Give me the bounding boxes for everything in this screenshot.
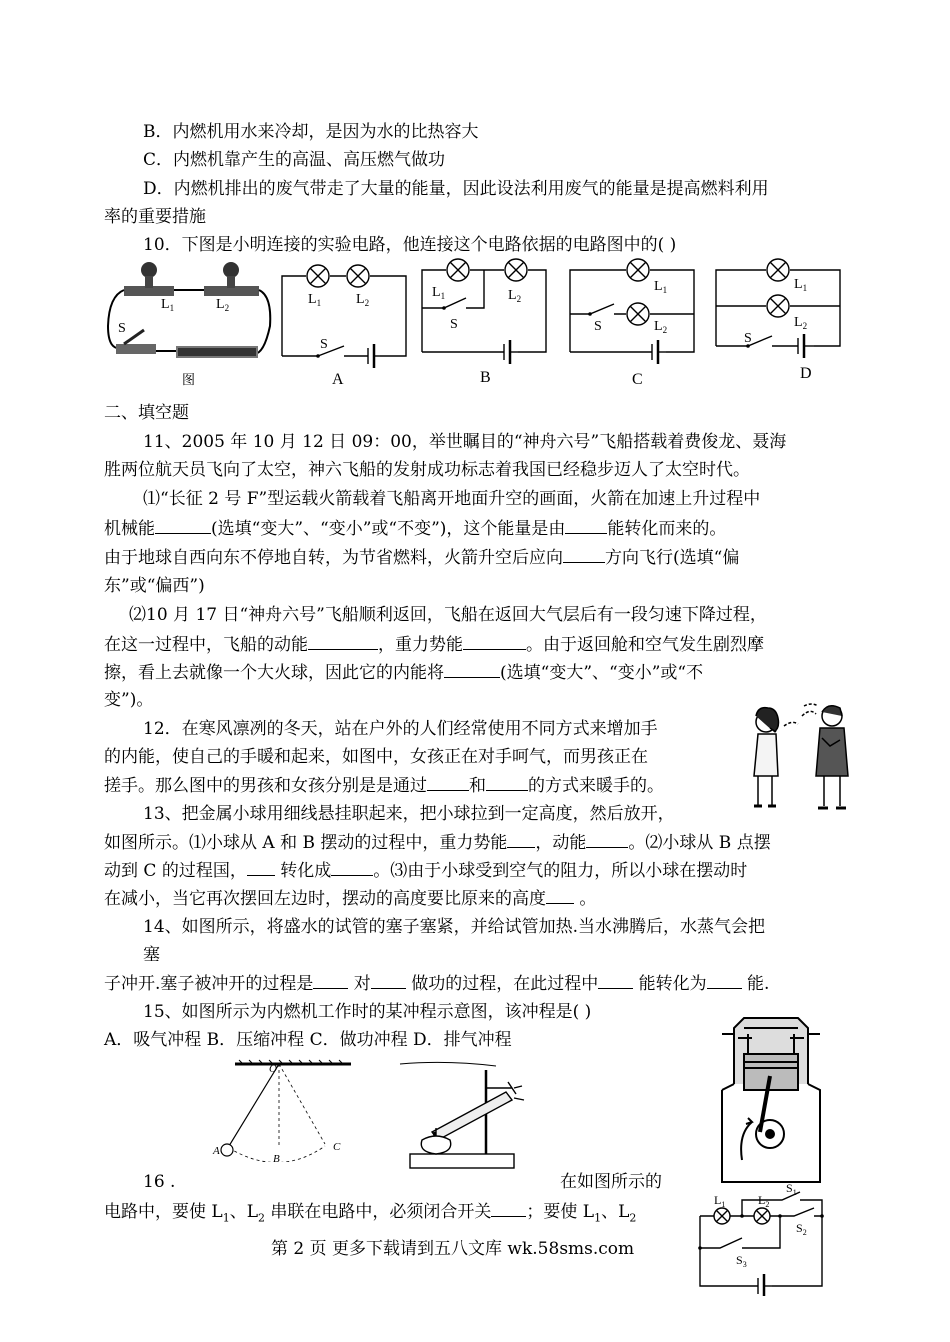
svg-text:S: S <box>450 317 458 332</box>
q12-line3: 搓手。那么图中的男孩和女孩分别是是通过 和 的方式来暖手的。 <box>104 776 664 796</box>
boy-girl-warming-hands-figure <box>744 698 868 818</box>
q11-part2-line3: 擦，看上去就像一个大火球，因此它的内能将 (选填“变大”、“变小”或“不 <box>104 663 704 683</box>
blank <box>313 972 348 989</box>
svg-text:L1: $L_1$ <box>308 292 322 308</box>
blank <box>565 517 607 534</box>
blank <box>598 972 633 989</box>
q14-line3: 子冲开.塞子被冲开的过程是 对 做功的过程，在此过程中 能转化为 能. <box>104 974 770 994</box>
photo-caption: 图 <box>182 372 196 386</box>
q11-line1: 11、2005 年 10 月 12 日 09：00，举世瞩目的“神舟六号”飞船搭载着费俊龙、聂海 <box>143 432 787 452</box>
q15-options: A．吸气冲程 B．压缩冲程 C．做功冲程 D．排气冲程 <box>104 1030 512 1050</box>
photo-label-l2: $L_2$ <box>216 297 230 313</box>
svg-text:B: B <box>273 1153 280 1162</box>
q11-part2-line4: 变”)。 <box>104 690 154 710</box>
switch-photo <box>116 344 156 354</box>
q9-option-b: B．内燃机用水来冷却，是因为水的比热容大 <box>143 122 479 142</box>
svg-text:S: S <box>594 319 602 334</box>
q13-line2: 如图所示。⑴小球从 A 和 B 摆动的过程中，重力势能 ，动能 。⑵小球从 B 点摆 <box>104 833 771 853</box>
blank <box>427 774 469 791</box>
pendulum-figure <box>205 1058 355 1162</box>
circuit-diagram-d <box>712 254 847 389</box>
footer: 第 2 页 更多下载请到五八文库 wk.58sms.com <box>271 1239 635 1259</box>
q11-line2: 胜两位航天员飞向了太空，神六飞船的发射成功标志着我国已经稳步迈人了太空时代。 <box>104 460 750 480</box>
q16-line2: 电路中，要使 $L_1$、$L_2$ 串联在电路中，必须闭合开关 ；要使 $L_1$、$L_2$ <box>104 1202 637 1225</box>
q11-part2-line1: ⑵10 月 17 日“神舟六号”飞船顺利返回，飞船在返回大气层后有一段匀速下降过程， <box>129 605 767 625</box>
svg-text:L2: $L_2$ <box>758 1193 770 1209</box>
q12-line1: 12．在寒风凛冽的冬天，站在户外的人们经常使用不同方式来增加手 <box>143 719 658 739</box>
blank <box>463 633 526 650</box>
real-circuit-photo <box>104 256 274 386</box>
q9-option-d-line2: 率的重要措施 <box>104 207 206 227</box>
label-b: B <box>480 369 491 386</box>
q13-line3: 动到 C 的过程国， 转化成 。⑶由于小球受到空气的阻力，所以小球在摆动时 <box>104 861 748 881</box>
blank <box>563 546 605 563</box>
blank <box>491 1200 526 1217</box>
q9-option-c: C．内燃机靠产生的高温、高压燃气做功 <box>143 150 446 170</box>
svg-text:L2: $L_2$ <box>794 315 808 331</box>
pendulum-ball <box>221 1144 233 1156</box>
engine-stroke-diagram <box>708 1014 834 1186</box>
svg-text:O: O <box>269 1063 277 1075</box>
svg-text:S: S <box>744 331 752 346</box>
q12-line2: 的内能，使自己的手暖和起来，如图中，女孩正在对手呵气，而男孩正在 <box>104 747 648 767</box>
blank <box>546 887 574 904</box>
svg-text:A: A <box>213 1145 220 1157</box>
blank <box>707 972 742 989</box>
svg-text:S: S <box>320 337 328 352</box>
svg-text:L2: $L_2$ <box>508 288 522 304</box>
svg-text:S1: $S_1$ <box>786 1181 797 1197</box>
photo-label-s: S <box>118 321 126 336</box>
blank <box>586 831 628 848</box>
blank <box>507 831 535 848</box>
blank <box>247 859 275 876</box>
pendulum-string <box>229 1064 279 1146</box>
bulb-1 <box>141 262 157 278</box>
label-a: A <box>332 371 344 388</box>
svg-text:L1: $L_1$ <box>794 277 808 293</box>
circuit-diagram-c <box>566 256 701 391</box>
svg-text:C: C <box>333 1141 341 1153</box>
blank <box>308 633 378 650</box>
svg-text:L2: $L_2$ <box>654 319 668 335</box>
q11-part1-line2: 机械能 (选填“变大”、“变小”或“不变”)，这个能量是由 能转化而来的。 <box>104 519 727 539</box>
circuit-diagram-a <box>278 258 413 393</box>
svg-text:L1: $L_1$ <box>432 285 446 301</box>
photo-label-l1: $L_1$ <box>161 297 175 313</box>
bulb-2 <box>223 262 239 278</box>
svg-text:S3: $S_3$ <box>736 1253 747 1269</box>
test-tube-heating-figure <box>396 1058 530 1176</box>
q14-line1: 14、如图所示，将盛水的试管的塞子塞紧，并给试管加热.当水沸腾后，水蒸气会把 <box>143 917 766 937</box>
svg-text:S2: $S_2$ <box>796 1221 807 1237</box>
q10-text: 10．下图是小明连接的实验电路，他连接这个电路依据的电路图中的( ) <box>143 235 677 255</box>
section-title: 二、填空题 <box>104 403 189 423</box>
q11-part2-line2: 在这一过程中，飞船的动能 ，重力势能 。由于返回舱和空气发生剧烈摩 <box>104 635 764 655</box>
circuit-diagram-b <box>418 256 553 391</box>
q13-line1: 13、把金属小球用细线悬挂职起来，把小球拉到一定高度，然后放开， <box>143 804 675 824</box>
q13-line4: 在减小，当它再次摆回左边时，摆动的高度要比原来的高度 。 <box>104 889 597 909</box>
q9-option-d-line1: D．内燃机排出的废气带走了大量的能量，因此设法利用废气的能量是提高燃料利用 <box>143 179 769 199</box>
blank <box>486 774 528 791</box>
blank <box>155 517 211 534</box>
svg-text:L1: $L_1$ <box>654 279 668 295</box>
blank <box>444 661 500 678</box>
q11-part1-line3: 由于地球自西向东不停地自转，为节省燃料，火箭升空后应向 方向飞行(选填“偏 <box>104 548 740 568</box>
q16-number: 16 . <box>143 1172 176 1192</box>
blank <box>371 972 406 989</box>
q15-text: 15、如图所示为内燃机工作时的某冲程示意图，该冲程是( ) <box>143 1002 592 1022</box>
circuit-q16 <box>688 1180 828 1296</box>
svg-text:L1: $L_1$ <box>714 1193 726 1209</box>
blank <box>331 859 373 876</box>
label-c: C <box>632 371 643 388</box>
q11-part1-line4: 东”或“偏西”) <box>104 576 205 596</box>
q11-part1-line1: ⑴“长征 2 号 F”型运载火箭载着飞船离开地面升空的画面，火箭在加速上升过程中 <box>143 489 761 509</box>
q16-line1-tail: 在如图所示的 <box>560 1172 662 1192</box>
q14-line2: 塞 <box>143 945 160 965</box>
svg-text:L2: $L_2$ <box>356 292 370 308</box>
label-d: D <box>800 365 812 382</box>
